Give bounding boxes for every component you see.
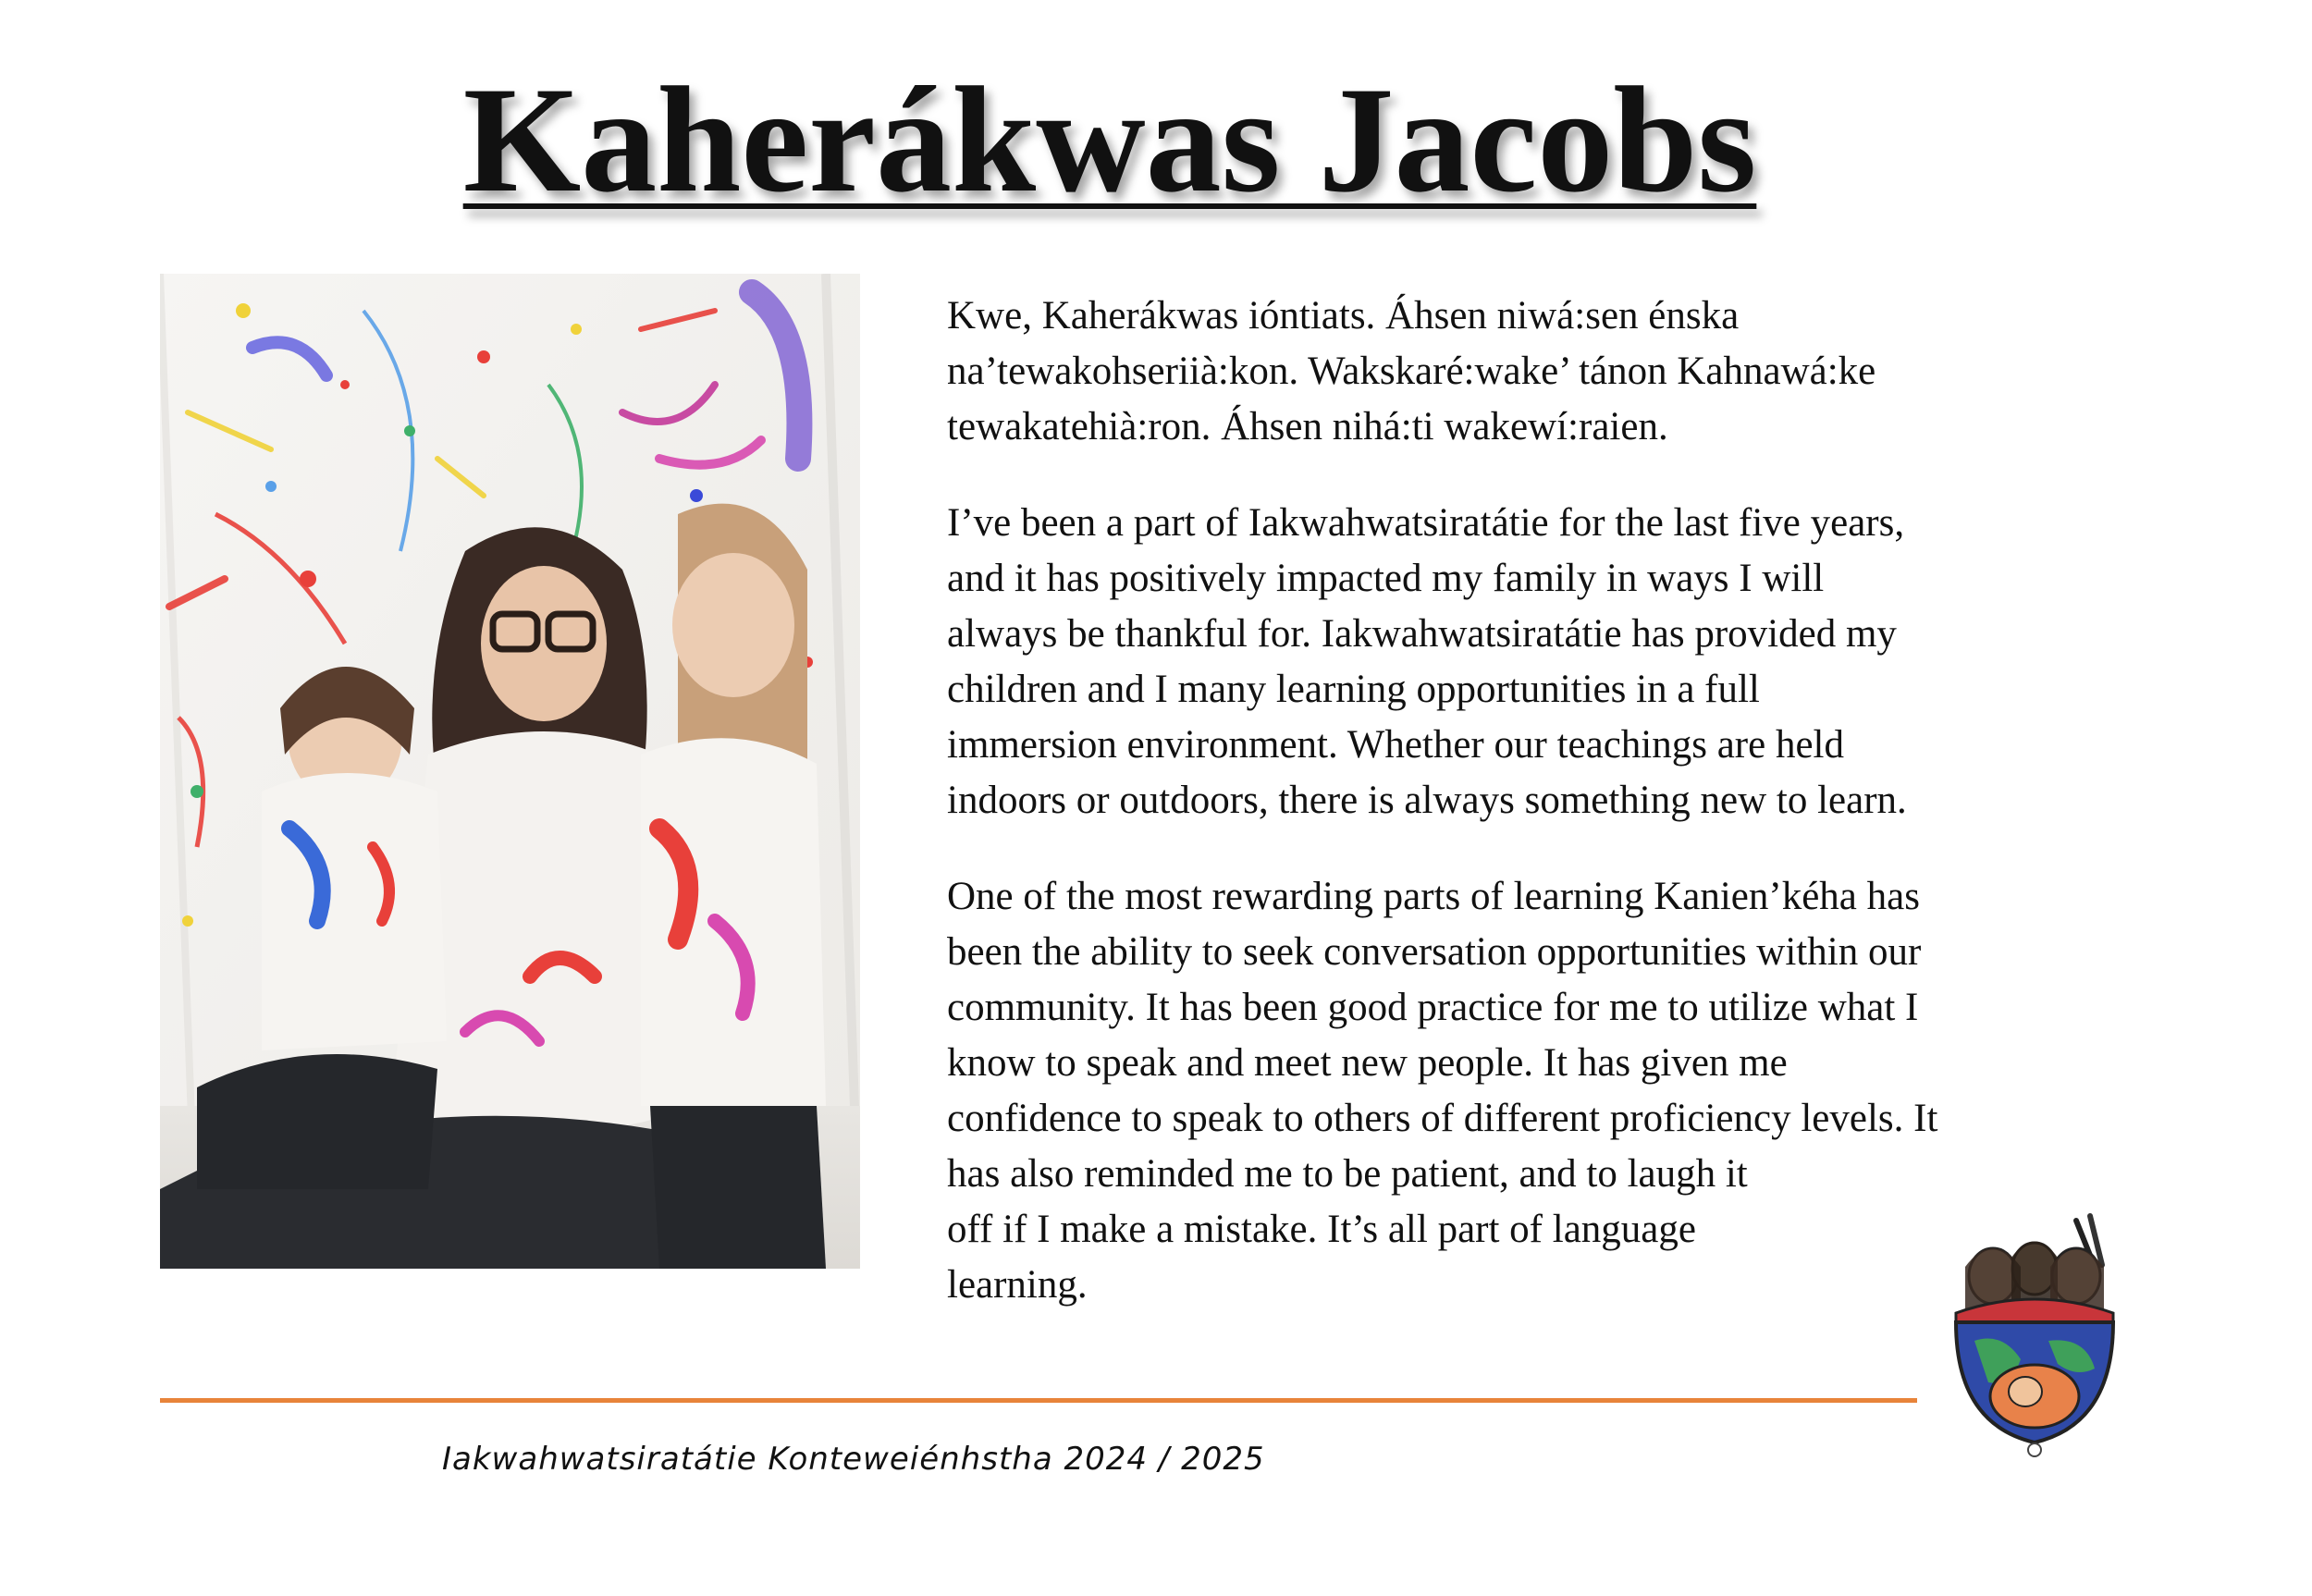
footer-divider	[160, 1398, 1917, 1403]
footer-text: Iakwahwatsiratátie Konteweiénhstha 2024 / 2025	[442, 1441, 1265, 1478]
text-line: and it has positively impacted my family in ways I will	[947, 557, 1825, 600]
text-line: One of the most rewarding parts of learning Kanien’kéha has	[947, 875, 1920, 918]
text-line: off if I make a mistake. It’s all part of language	[947, 1208, 1696, 1251]
text-line: tewakatehià:ron. Áhsen nihá:ti wakewí:raien.	[947, 405, 1668, 448]
text-line: know to speak and meet new people. It has given me	[947, 1041, 1788, 1085]
text-line: indoors or outdoors, there is always something new to learn.	[947, 779, 1907, 822]
text-line: na’tewakohseriià:kon. Wakskaré:wake’ tánon Kahnawá:ke	[947, 350, 1876, 393]
text-line: Kwe, Kaherákwas ióntiats. Áhsen niwá:sen énska	[947, 294, 1740, 338]
text-line: learning.	[947, 1263, 1088, 1307]
text-line: been the ability to seek conversation opportunities within our	[947, 930, 1922, 974]
school-logo	[1937, 1211, 2132, 1461]
text-line: immersion environment. Whether our teachings are held	[947, 723, 1844, 767]
paragraph-experience	[947, 496, 2121, 829]
family-photo	[160, 274, 860, 1269]
text-line: confidence to speak to others of different proficiency levels. It	[947, 1097, 1938, 1140]
page-title: Kaherákwas Jacobs	[462, 56, 1757, 224]
text-line: always be thankful for. Iakwahwatsiratátie has provided my	[947, 612, 1897, 656]
paragraph-intro	[947, 289, 2121, 455]
body-text	[947, 289, 2121, 1354]
text-line: I’ve been a part of Iakwahwatsiratátie for the last five years,	[947, 501, 1905, 545]
text-line: community. It has been good practice for me to utilize what I	[947, 986, 1919, 1029]
text-line: children and I many learning opportunities in a full	[947, 668, 1760, 711]
text-line: has also reminded me to be patient, and to laugh it	[947, 1152, 1748, 1196]
